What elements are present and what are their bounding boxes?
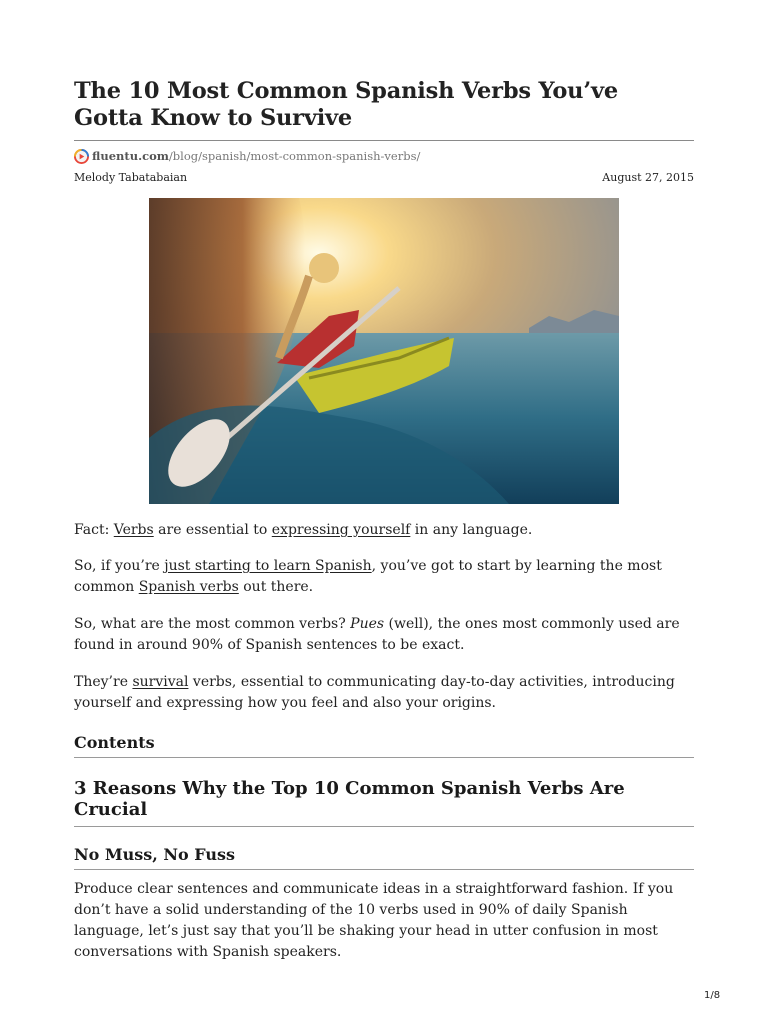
contents-heading: Contents — [74, 733, 694, 758]
section-heading-reasons: 3 Reasons Why the Top 10 Common Spanish Verbs Are Crucial — [74, 778, 694, 827]
link-verbs[interactable]: Verbs — [113, 522, 154, 538]
paragraph-5: Produce clear sentences and communicate ideas in a straightforward fashion. If you don’t have a solid understanding of the 10 verbs used in 90% of daily Spanish language, let’s just say that you’ll be shaking your head in utter confusion in most conversations with Spanish speakers. — [74, 881, 674, 960]
paragraph-1: Fact: Verbs are essential to expressing yourself in any language. — [74, 522, 533, 538]
paragraph-4: They’re survival verbs, essential to communicating day-to-day activities, introducing yourself and expressing how you feel and also your origins. — [74, 674, 675, 711]
article-meta — [74, 171, 694, 184]
publish-date: August 27, 2015 — [602, 171, 694, 184]
kayak-photo-icon — [149, 198, 619, 504]
source-path[interactable]: /blog/spanish/most-common-spanish-verbs/ — [168, 149, 421, 163]
paragraph-3: So, what are the most common verbs? Pues (well), the ones most commonly used are found in around 90% of Spanish sentences to be exact. — [74, 616, 680, 653]
subheading-no-muss: No Muss, No Fuss — [74, 845, 694, 870]
document-page — [74, 78, 694, 963]
source-domain[interactable]: fluentu.com — [92, 149, 169, 163]
link-survival[interactable]: survival — [132, 674, 189, 690]
author: Melody Tabatabaian — [74, 171, 188, 184]
link-expressing-yourself[interactable]: expressing yourself — [271, 522, 411, 538]
source-line — [74, 147, 694, 165]
page-number: 1/8 — [704, 990, 721, 1001]
link-just-starting[interactable]: just starting to learn Spanish — [164, 558, 372, 574]
fluentu-logo-icon — [74, 149, 89, 164]
article-title: The 10 Most Common Spanish Verbs You’ve Gotta Know to Survive — [74, 78, 694, 141]
link-spanish-verbs[interactable]: Spanish verbs — [138, 579, 239, 595]
paragraph-2: So, if you’re just starting to learn Spanish, you’ve got to start by learning the most common Spanish verbs out there. — [74, 558, 662, 595]
